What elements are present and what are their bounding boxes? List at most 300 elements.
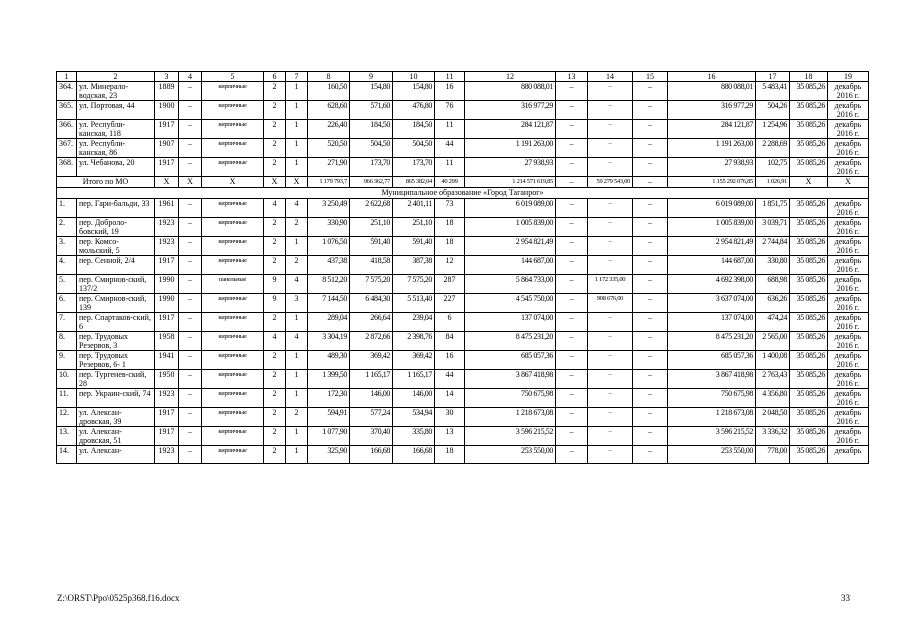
table-cell: – (556, 313, 588, 332)
table-cell: 1 076,50 (308, 237, 350, 256)
table-cell: – (556, 275, 588, 294)
table-cell: – (179, 332, 202, 351)
column-number: 11 (435, 72, 465, 82)
table-cell: – (588, 199, 633, 218)
table-cell: 35 085,26 (790, 199, 828, 218)
table-cell: 1 077,90 (308, 427, 350, 446)
table-cell: – (633, 370, 668, 389)
table-cell: 1 (286, 101, 308, 120)
table-cell: 5 483,41 (756, 82, 790, 101)
table-cell: 370,40 (350, 427, 393, 446)
table-cell: 476,80 (393, 101, 435, 120)
table-cell: 1 005 839,00 (465, 218, 556, 237)
table-cell: – (633, 101, 668, 120)
table-cell: 35 085,26 (790, 389, 828, 408)
section-row (57, 188, 869, 199)
table-cell: – (588, 408, 633, 427)
table-row (57, 275, 869, 294)
table-cell: – (179, 427, 202, 446)
table-cell: 7. (57, 313, 77, 332)
table-cell: 2. (57, 218, 77, 237)
table-cell: 1 (286, 427, 308, 446)
table-cell: 2 (264, 237, 286, 256)
table-cell: 5 513,40 (393, 294, 435, 313)
table-cell: кирпичные (202, 294, 264, 313)
table-cell: 6 019 089,00 (465, 199, 556, 218)
table-cell: 172,30 (308, 389, 350, 408)
table-cell: 239,04 (393, 313, 435, 332)
footer-file-path: Z:\ORST\Ppo\0525p368.f16.docx (57, 593, 180, 603)
table-cell: 7 144,50 (308, 294, 350, 313)
column-number: 13 (556, 72, 588, 82)
table-cell: 685 057,36 (668, 351, 756, 370)
table-cell: 908 676,00 (588, 294, 633, 313)
table-cell: 504,26 (756, 101, 790, 120)
table-cell: 12 (435, 256, 465, 275)
table-cell: 880 088,01 (465, 82, 556, 101)
table-cell: – (588, 332, 633, 351)
table-cell: 364. (57, 82, 77, 101)
table-cell: 2 622,68 (350, 199, 393, 218)
table-cell: Х (790, 177, 828, 188)
table-cell: 226,40 (308, 120, 350, 139)
table-cell: 1 191 263,00 (668, 139, 756, 158)
table-cell: 577,24 (350, 408, 393, 427)
table-cell: 35 085,26 (790, 313, 828, 332)
table-cell: Х (202, 177, 264, 188)
table-cell: 73 (435, 199, 465, 218)
table-cell: – (179, 120, 202, 139)
table-cell: 7 575,20 (393, 275, 435, 294)
table-cell: 1923 (155, 446, 179, 464)
table-cell: 1 400,08 (756, 351, 790, 370)
table-cell: декабрь 2016 г. (828, 408, 869, 427)
table-cell: – (588, 139, 633, 158)
table-cell: – (179, 199, 202, 218)
table-cell: – (556, 389, 588, 408)
table-row (57, 313, 869, 332)
address-cell: пер. Доброло-бовский, 19 (77, 218, 155, 237)
table-cell: – (556, 177, 588, 188)
table-cell: 35 085,26 (790, 446, 828, 464)
table-cell: 1 026,91 (756, 177, 790, 188)
table-cell: – (633, 120, 668, 139)
table-cell: – (633, 427, 668, 446)
table-cell: 366. (57, 120, 77, 139)
table-cell: 284 121,87 (668, 120, 756, 139)
table-cell: 387,38 (393, 256, 435, 275)
table-row (57, 218, 869, 237)
table-cell: Х (286, 177, 308, 188)
table-cell: декабрь 2016 г. (828, 218, 869, 237)
table-cell: 4 356,80 (756, 389, 790, 408)
table-cell: 76 (435, 101, 465, 120)
table-cell: декабрь 2016 г. (828, 389, 869, 408)
table-cell: 3 039,71 (756, 218, 790, 237)
column-number: 14 (588, 72, 633, 82)
table-cell: кирпичные (202, 332, 264, 351)
table-row (57, 332, 869, 351)
table-cell: 11 (435, 120, 465, 139)
address-cell: ул. Портовая, 44 (77, 101, 155, 120)
table-cell: 35 085,26 (790, 294, 828, 313)
table-cell: 1961 (155, 199, 179, 218)
table-cell: 35 085,26 (790, 139, 828, 158)
table-cell: – (556, 256, 588, 275)
table-cell: кирпичные (202, 199, 264, 218)
table-row (57, 120, 869, 139)
table-cell: 18 (435, 237, 465, 256)
table-cell: 14 (435, 389, 465, 408)
table-cell: – (588, 101, 633, 120)
table-cell: 591,40 (350, 237, 393, 256)
table-cell: 750 675,98 (668, 389, 756, 408)
section-title: Муниципальное образование «Город Таганрог» (57, 188, 869, 199)
table-cell: Х (264, 177, 286, 188)
table-cell: 750 675,98 (465, 389, 556, 408)
table-cell: – (179, 294, 202, 313)
table-cell: – (588, 218, 633, 237)
table-cell: 1 (286, 313, 308, 332)
table-cell: 2 398,76 (393, 332, 435, 351)
table-cell: – (633, 177, 668, 188)
table-cell: 3 304,19 (308, 332, 350, 351)
table-cell: кирпичные (202, 158, 264, 177)
table-cell: – (556, 101, 588, 120)
table-cell: – (633, 82, 668, 101)
table-cell: 35 085,26 (790, 158, 828, 177)
table-cell: кирпичные (202, 389, 264, 408)
table-cell: 1 851,75 (756, 199, 790, 218)
table-cell: 1 172 335,00 (588, 275, 633, 294)
table-cell: 253 550,00 (668, 446, 756, 464)
table-cell: 688,98 (756, 275, 790, 294)
table-cell: 2 (286, 408, 308, 427)
table-cell: – (179, 370, 202, 389)
table-cell: 4 (286, 275, 308, 294)
table-cell: 137 074,00 (465, 313, 556, 332)
table-cell: 1 179 793,7 (308, 177, 350, 188)
table-cell: – (633, 139, 668, 158)
table-cell: декабрь 2016 г. (828, 427, 869, 446)
table-cell: 1 218 673,08 (668, 408, 756, 427)
table-cell: 1 (286, 237, 308, 256)
table-cell: 154,80 (350, 82, 393, 101)
address-cell: пер. Смирнов-ский, 139 (77, 294, 155, 313)
table-cell: 35 085,26 (790, 408, 828, 427)
total-row (57, 177, 869, 188)
table-cell: 146,00 (350, 389, 393, 408)
table-cell: – (633, 408, 668, 427)
column-number: 3 (155, 72, 179, 82)
address-cell: пер. Комсо-мольский, 5 (77, 237, 155, 256)
table-cell: 44 (435, 139, 465, 158)
table-cell: декабрь 2016 г. (828, 120, 869, 139)
table-cell: 6 484,30 (350, 294, 393, 313)
table-cell: – (179, 82, 202, 101)
table-cell: 1950 (155, 370, 179, 389)
table-cell: 2 (264, 351, 286, 370)
table-cell: 146,00 (393, 389, 435, 408)
table-cell: 330,80 (756, 256, 790, 275)
table-cell: 8. (57, 332, 77, 351)
table-cell: – (179, 237, 202, 256)
address-cell: пер. Смирнов-ский, 137/2 (77, 275, 155, 294)
table-cell: 2 954 821,49 (668, 237, 756, 256)
table-cell: 1923 (155, 237, 179, 256)
table-cell: 2 288,69 (756, 139, 790, 158)
column-number: 16 (668, 72, 756, 82)
table-cell: 35 085,26 (790, 351, 828, 370)
address-cell: пер. Гари-бальди, 33 (77, 199, 155, 218)
table-cell: 35 085,26 (790, 256, 828, 275)
table-cell: 1. (57, 199, 77, 218)
table-cell: 1 218 673,08 (465, 408, 556, 427)
table-cell: 1958 (155, 332, 179, 351)
table-cell: – (179, 256, 202, 275)
table-cell: декабрь 2016 г. (828, 158, 869, 177)
table-cell: декабрь (828, 446, 869, 464)
table-cell: – (588, 256, 633, 275)
table-row (57, 370, 869, 389)
table-cell: 251,10 (393, 218, 435, 237)
table-cell: – (179, 218, 202, 237)
table-cell: – (633, 158, 668, 177)
table-row (57, 82, 869, 101)
table-cell: – (179, 408, 202, 427)
table-cell: 1917 (155, 120, 179, 139)
table-cell: 1 165,17 (350, 370, 393, 389)
table-cell: 504,50 (393, 139, 435, 158)
table-cell: Х (155, 177, 179, 188)
table-cell: 1990 (155, 294, 179, 313)
column-number: 12 (465, 72, 556, 82)
table-cell: 253 550,00 (465, 446, 556, 464)
table-cell: 2 401,11 (393, 199, 435, 218)
table-cell: 8 475 231,20 (465, 332, 556, 351)
table-cell: декабрь 2016 г. (828, 237, 869, 256)
table-cell: 2 (264, 82, 286, 101)
column-number: 4 (179, 72, 202, 82)
table-cell: – (556, 427, 588, 446)
table-cell: кирпичные (202, 101, 264, 120)
table-cell: кирпичные (202, 120, 264, 139)
table-cell: 184,50 (393, 120, 435, 139)
table-cell: 2 744,84 (756, 237, 790, 256)
table-cell: 571,60 (350, 101, 393, 120)
table-cell: 13 (435, 427, 465, 446)
table-cell: 2 (264, 256, 286, 275)
table-cell: 520,50 (308, 139, 350, 158)
table-cell: 227 (435, 294, 465, 313)
table-cell: кирпичные (202, 256, 264, 275)
table-cell: 1907 (155, 139, 179, 158)
table-cell: – (179, 101, 202, 120)
column-number: 9 (350, 72, 393, 82)
table-cell: 4 545 750,00 (465, 294, 556, 313)
table-row (57, 139, 869, 158)
table-cell: 1 155 292 076,85 (668, 177, 756, 188)
table-cell: 2 (264, 446, 286, 464)
column-number: 5 (202, 72, 264, 82)
table-cell: 6 019 089,00 (668, 199, 756, 218)
table-cell: – (588, 351, 633, 370)
table-cell: кирпичные (202, 237, 264, 256)
column-number: 10 (393, 72, 435, 82)
table-cell: 3 867 418,98 (465, 370, 556, 389)
table-cell: 2 (264, 218, 286, 237)
table-cell: 3 596 215,52 (668, 427, 756, 446)
table-cell: 3 596 215,52 (465, 427, 556, 446)
table-cell: 6 (435, 313, 465, 332)
table-cell: 594,91 (308, 408, 350, 427)
table-cell: – (633, 294, 668, 313)
table-cell: – (556, 370, 588, 389)
table-cell: 40 299 (435, 177, 465, 188)
address-cell: ул. Республи-канская, 118 (77, 120, 155, 139)
table-cell: 16 (435, 82, 465, 101)
table-cell: 2 (264, 370, 286, 389)
table-cell: кирпичные (202, 82, 264, 101)
address-cell: пер. Трудовых Резервов, 3 (77, 332, 155, 351)
column-number: 1 (57, 72, 77, 82)
table-cell: 1923 (155, 218, 179, 237)
table-cell: декабрь 2016 г. (828, 332, 869, 351)
table-cell: 35 085,26 (790, 370, 828, 389)
table-cell: 35 085,26 (790, 237, 828, 256)
table-cell: 3 250,49 (308, 199, 350, 218)
table-cell: 1923 (155, 389, 179, 408)
address-cell: ул. Алексан-дровская, 39 (77, 408, 155, 427)
table-cell: 865 382,04 (393, 177, 435, 188)
table-cell: кирпичные (202, 313, 264, 332)
table-cell: 3 (286, 294, 308, 313)
address-cell: пер. Украин-ский, 74 (77, 389, 155, 408)
table-cell: – (588, 389, 633, 408)
table-cell: 489,30 (308, 351, 350, 370)
table-cell: 1917 (155, 256, 179, 275)
table-cell: 16 (435, 351, 465, 370)
table-cell: 166,68 (393, 446, 435, 464)
table-cell: – (179, 389, 202, 408)
table-cell: 1 (286, 370, 308, 389)
footer-page-number: 33 (841, 593, 850, 603)
table-cell: 154,80 (393, 82, 435, 101)
table-cell: 880 088,01 (668, 82, 756, 101)
table-cell: 35 085,26 (790, 120, 828, 139)
table-cell: 3 637 074,00 (668, 294, 756, 313)
table-row (57, 256, 869, 275)
table-cell: 35 085,26 (790, 427, 828, 446)
table-cell: – (556, 237, 588, 256)
table-cell: – (633, 332, 668, 351)
table-cell: 35 085,26 (790, 218, 828, 237)
table-cell: 1 165,17 (393, 370, 435, 389)
table-cell: 166,68 (350, 446, 393, 464)
table-cell: декабрь 2016 г. (828, 275, 869, 294)
table-cell: 2 048,50 (756, 408, 790, 427)
table-cell: – (556, 351, 588, 370)
table-cell: 173,70 (393, 158, 435, 177)
table-cell: 35 085,26 (790, 275, 828, 294)
table-cell: 18 (435, 446, 465, 464)
table-cell: 1 005 839,00 (668, 218, 756, 237)
table-row (57, 199, 869, 218)
column-number: 15 (633, 72, 668, 82)
table-cell: 11 (435, 158, 465, 177)
table-cell: 368. (57, 158, 77, 177)
table-cell: – (179, 313, 202, 332)
table-cell: 2 (286, 218, 308, 237)
table-cell: 144 687,00 (465, 256, 556, 275)
table-cell: 8 475 231,20 (668, 332, 756, 351)
column-number: 7 (286, 72, 308, 82)
table-cell: 365. (57, 101, 77, 120)
table-row (57, 351, 869, 370)
table-cell: 30 (435, 408, 465, 427)
table-cell: – (556, 332, 588, 351)
address-cell: ул. Алексан-дровская, 51 (77, 427, 155, 446)
table-cell: 4 (264, 199, 286, 218)
table-row (57, 101, 869, 120)
table-cell: 1 (286, 82, 308, 101)
table-cell: – (633, 275, 668, 294)
table-cell: – (556, 199, 588, 218)
table-cell: 184,50 (350, 120, 393, 139)
table-cell: 1917 (155, 158, 179, 177)
table-cell: – (588, 427, 633, 446)
table-cell: кирпичные (202, 218, 264, 237)
table-cell: 418,58 (350, 256, 393, 275)
table-cell: 1 399,50 (308, 370, 350, 389)
table-cell: декабрь 2016 г. (828, 256, 869, 275)
table-cell: – (588, 120, 633, 139)
table-cell: кирпичные (202, 427, 264, 446)
table-cell: – (588, 237, 633, 256)
table-cell: 3 336,32 (756, 427, 790, 446)
table-cell: 316 977,29 (465, 101, 556, 120)
table-cell: – (556, 120, 588, 139)
table-cell: декабрь 2016 г. (828, 313, 869, 332)
table-cell: – (633, 237, 668, 256)
address-cell: ул. Чебанова, 20 (77, 158, 155, 177)
table-cell: 437,38 (308, 256, 350, 275)
table-cell: 1990 (155, 275, 179, 294)
table-cell: 137 074,00 (668, 313, 756, 332)
table-cell: 474,24 (756, 313, 790, 332)
table-cell: 1917 (155, 408, 179, 427)
table-cell: 1 (286, 139, 308, 158)
address-cell: пер. Сенной, 2/4 (77, 256, 155, 275)
table-cell: 7 575,20 (350, 275, 393, 294)
table-cell: – (588, 313, 633, 332)
table-cell: 2 (264, 139, 286, 158)
table-row (57, 389, 869, 408)
table-cell: – (588, 446, 633, 464)
table-cell: 2 872,66 (350, 332, 393, 351)
table-cell: – (633, 389, 668, 408)
table-cell: Х (828, 177, 869, 188)
column-number-row (57, 72, 869, 82)
table-cell: 144 687,00 (668, 256, 756, 275)
table-cell: 27 938,93 (668, 158, 756, 177)
column-number: 17 (756, 72, 790, 82)
table-cell: 1889 (155, 82, 179, 101)
table-cell: 5 864 733,00 (465, 275, 556, 294)
table-cell: 12. (57, 408, 77, 427)
table-cell: – (179, 275, 202, 294)
table-cell: 287 (435, 275, 465, 294)
